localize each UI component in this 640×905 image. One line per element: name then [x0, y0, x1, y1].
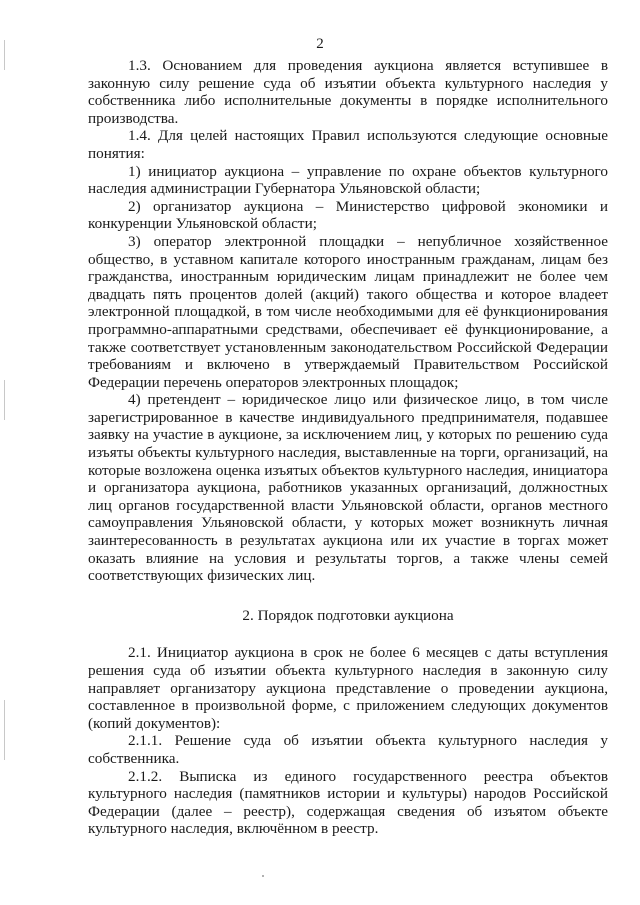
definition-applicant: 4) претендент – юридическое лицо или физическое лицо, в том числе зарегистрированное в качестве индивидуального предпринимателя, подавшее заявку на участие в аукционе, за исключением лиц, у которых по решению суда изъяты объекты культурного наследия, выставленные на торги, организаций, на которые возложена оценка изъятых объектов культурного наследия, инициатора и организатора аукциона, работников указанных организаций, должностных лиц органов государственной власти Ульяновской области, органов местного самоуправления Ульяновской области, у которых может возникнуть личная заинтересованность в результатах аукциона или их участие в торгах может оказать влияние на условия и результаты торгов, а также члены семей соответствующих физических лиц. [88, 391, 608, 585]
paragraph-1-3: 1.3. Основанием для проведения аукциона является вступившее в законную силу решение суда об изъятии объекта культурного наследия у собственника либо исполнительные документы в порядке исполнительного производства. [88, 57, 608, 127]
document-body [88, 57, 608, 838]
paragraph-2-1-2: 2.1.2. Выписка из единого государственного реестра объектов культурного наследия (памятников истории и культуры) народов Российской Федерации (далее – реестр), содержащая сведения об изъятом объекте культурного наследия, включённом в реестр. [88, 767, 608, 838]
paragraph-2-1-1: 2.1.1. Решение суда об изъятии объекта культурного наследия у собственника. [88, 732, 608, 767]
margin-scan-mark [4, 700, 5, 760]
margin-scan-mark [4, 380, 5, 420]
paragraph-2-1: 2.1. Инициатор аукциона в срок не более 6 месяцев с даты вступления решения суда об изъятии объекта культурного наследия в законную силу направляет организатору аукциона представление о проведении аукциона, составленное в произвольной форме, с приложением следующих документов (копий документов): [88, 644, 608, 732]
section-title: 2. Порядок подготовки аукциона [242, 606, 454, 624]
definition-operator: 3) оператор электронной площадки – непубличное хозяйственное общество, в уставном капитале которого иностранным гражданам, лицам без гражданства, иностранным юридическим лицам принадлежит не более чем двадцать пять процентов долей (акций) такого общества и которое владеет электронной площадкой, в том числе необходимыми для её функционирования программно-аппаратными средствами, обеспечивает её функционирование, а также соответствует установленным законодательством Российской Федерации требованиям и включено в утверждаемый Правительством Российской Федерации перечень операторов электронных площадок; [88, 232, 608, 391]
paragraph-1-4: 1.4. Для целей настоящих Правил используются следующие основные понятия: [88, 127, 608, 162]
definition-organizer: 2) организатор аукциона – Министерство цифровой экономики и конкуренции Ульяновской области; [88, 197, 608, 233]
definition-initiator: 1) инициатор аукциона – управление по охране объектов культурного наследия администрации Губернатора Ульяновской области; [88, 162, 608, 198]
page-number: 2 [316, 36, 324, 52]
scan-speck [262, 875, 264, 877]
